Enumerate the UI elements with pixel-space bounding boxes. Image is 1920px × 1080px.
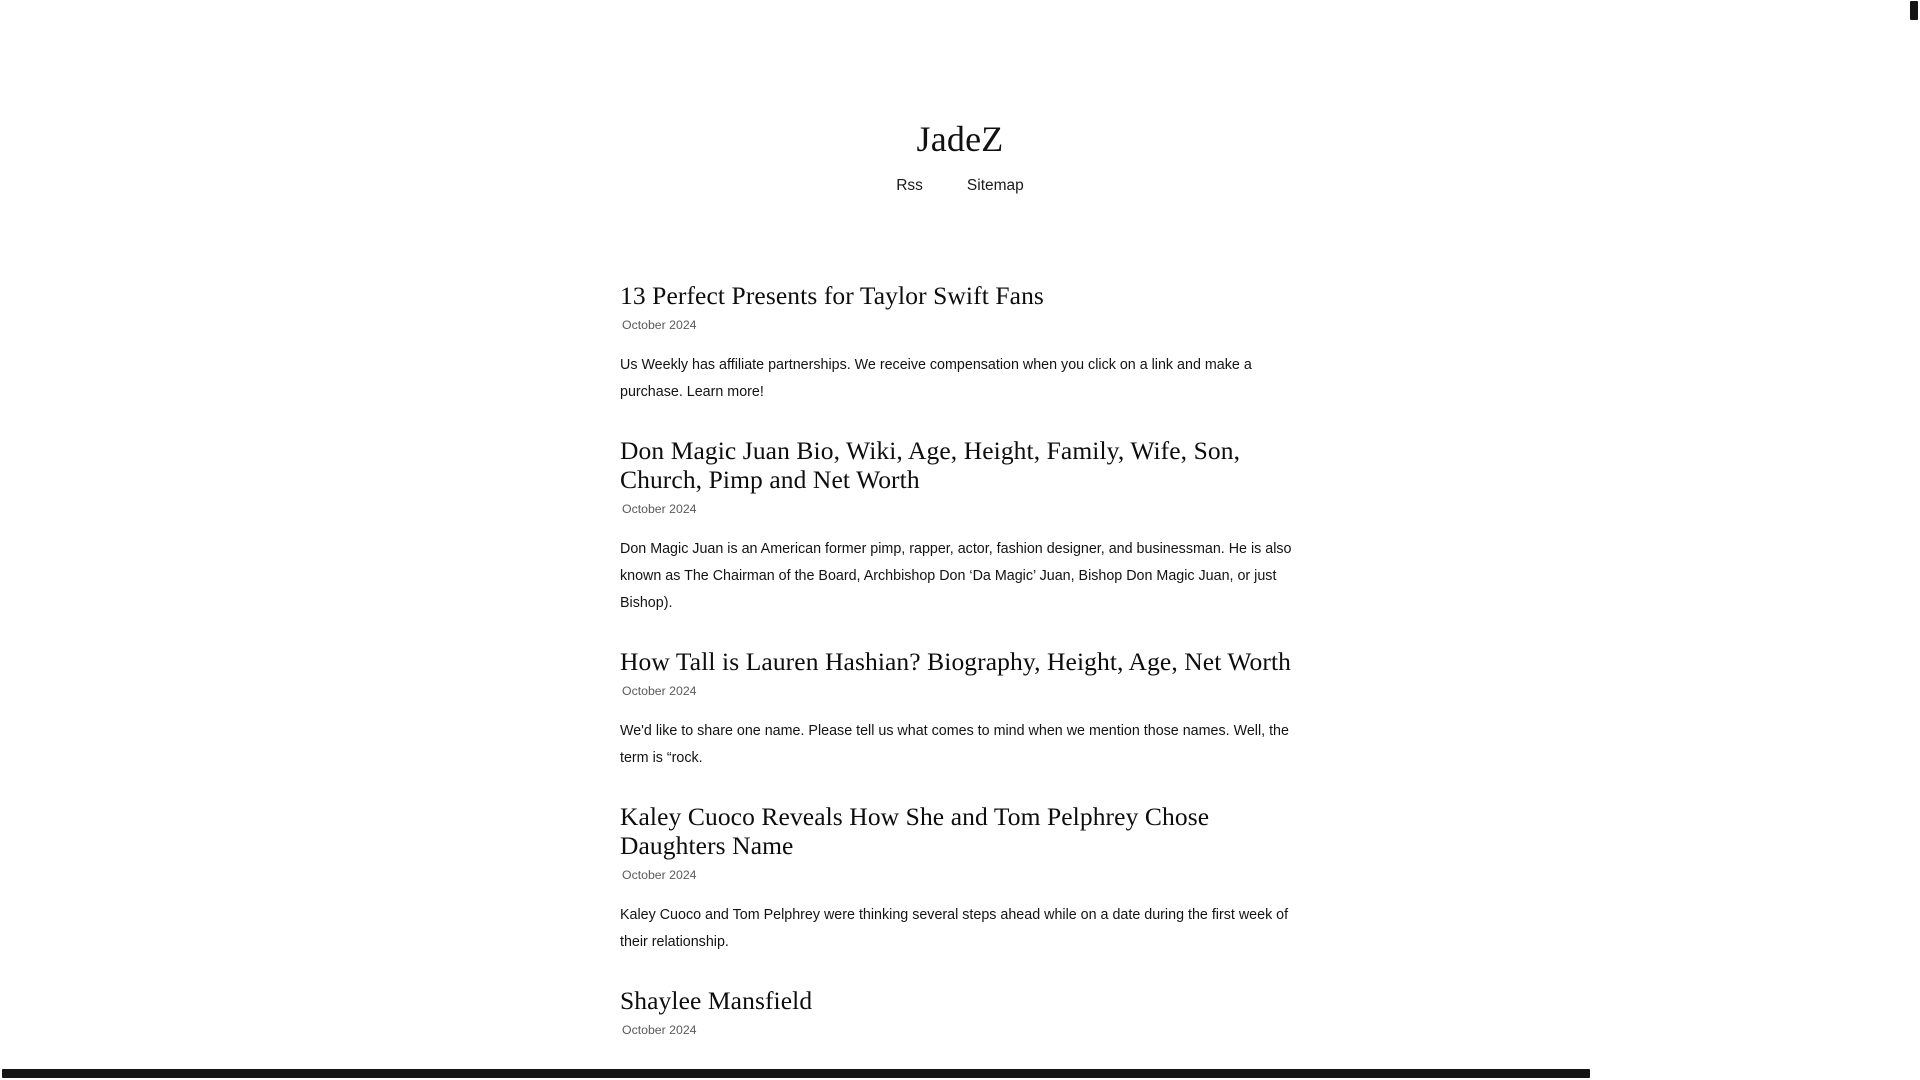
list-item <box>620 803 1310 956</box>
post-list <box>620 282 1310 1036</box>
list-item <box>620 987 1310 1036</box>
vertical-scrollbar[interactable] <box>1907 0 1920 1080</box>
post-title[interactable]: Kaley Cuoco Reveals How She and Tom Pelphrey Chose Daughters Name <box>620 802 1210 860</box>
post-excerpt: Kaley Cuoco and Tom Pelphrey were thinking several steps ahead while on a date during the first week of their relationship. <box>620 907 1289 951</box>
post-date: October 2024 <box>622 501 697 516</box>
post-date: October 2024 <box>622 683 697 698</box>
post-title[interactable]: Shaylee Mansfield <box>620 986 813 1016</box>
post-title[interactable]: 13 Perfect Presents for Taylor Swift Fans <box>620 281 1044 310</box>
nav-link-sitemap[interactable]: Sitemap <box>966 177 1024 195</box>
post-title[interactable]: Don Magic Juan Bio, Wiki, Age, Height, Family, Wife, Son, Church, Pimp and Net Worth <box>620 436 1241 494</box>
post-excerpt: Don Magic Juan is an American former pimp, rapper, actor, fashion designer, and businessman. He is also known as The Chairman of the Board, Archbishop Don ‘Da Magic’ Juan, Bishop Don Magic Juan, or just Bishop). <box>620 541 1292 612</box>
list-item <box>620 648 1310 772</box>
post-title[interactable]: How Tall is Lauren Hashian? Biography, Height, Age, Net Worth <box>620 647 1292 677</box>
horizontal-scrollbar-thumb[interactable] <box>2 1069 1590 1078</box>
post-date: October 2024 <box>622 1022 697 1037</box>
site-nav <box>0 178 1920 194</box>
horizontal-scrollbar[interactable] <box>0 1067 1920 1080</box>
list-item <box>620 282 1310 406</box>
post-date: October 2024 <box>622 317 697 332</box>
site-header <box>0 0 1920 194</box>
post-date: October 2024 <box>622 867 697 882</box>
nav-link-rss[interactable]: Rss <box>896 177 923 195</box>
site-title: JadeZ <box>916 119 1004 159</box>
post-excerpt: Us Weekly has affiliate partnerships. We receive compensation when you click on a link and make a purchase. Learn more! <box>620 357 1252 401</box>
list-item <box>620 437 1310 617</box>
post-excerpt: We'd like to share one name. Please tell us what comes to mind when we mention those names. Well, the term is “rock. <box>620 723 1289 767</box>
vertical-scrollbar-thumb[interactable] <box>1910 1 1918 20</box>
